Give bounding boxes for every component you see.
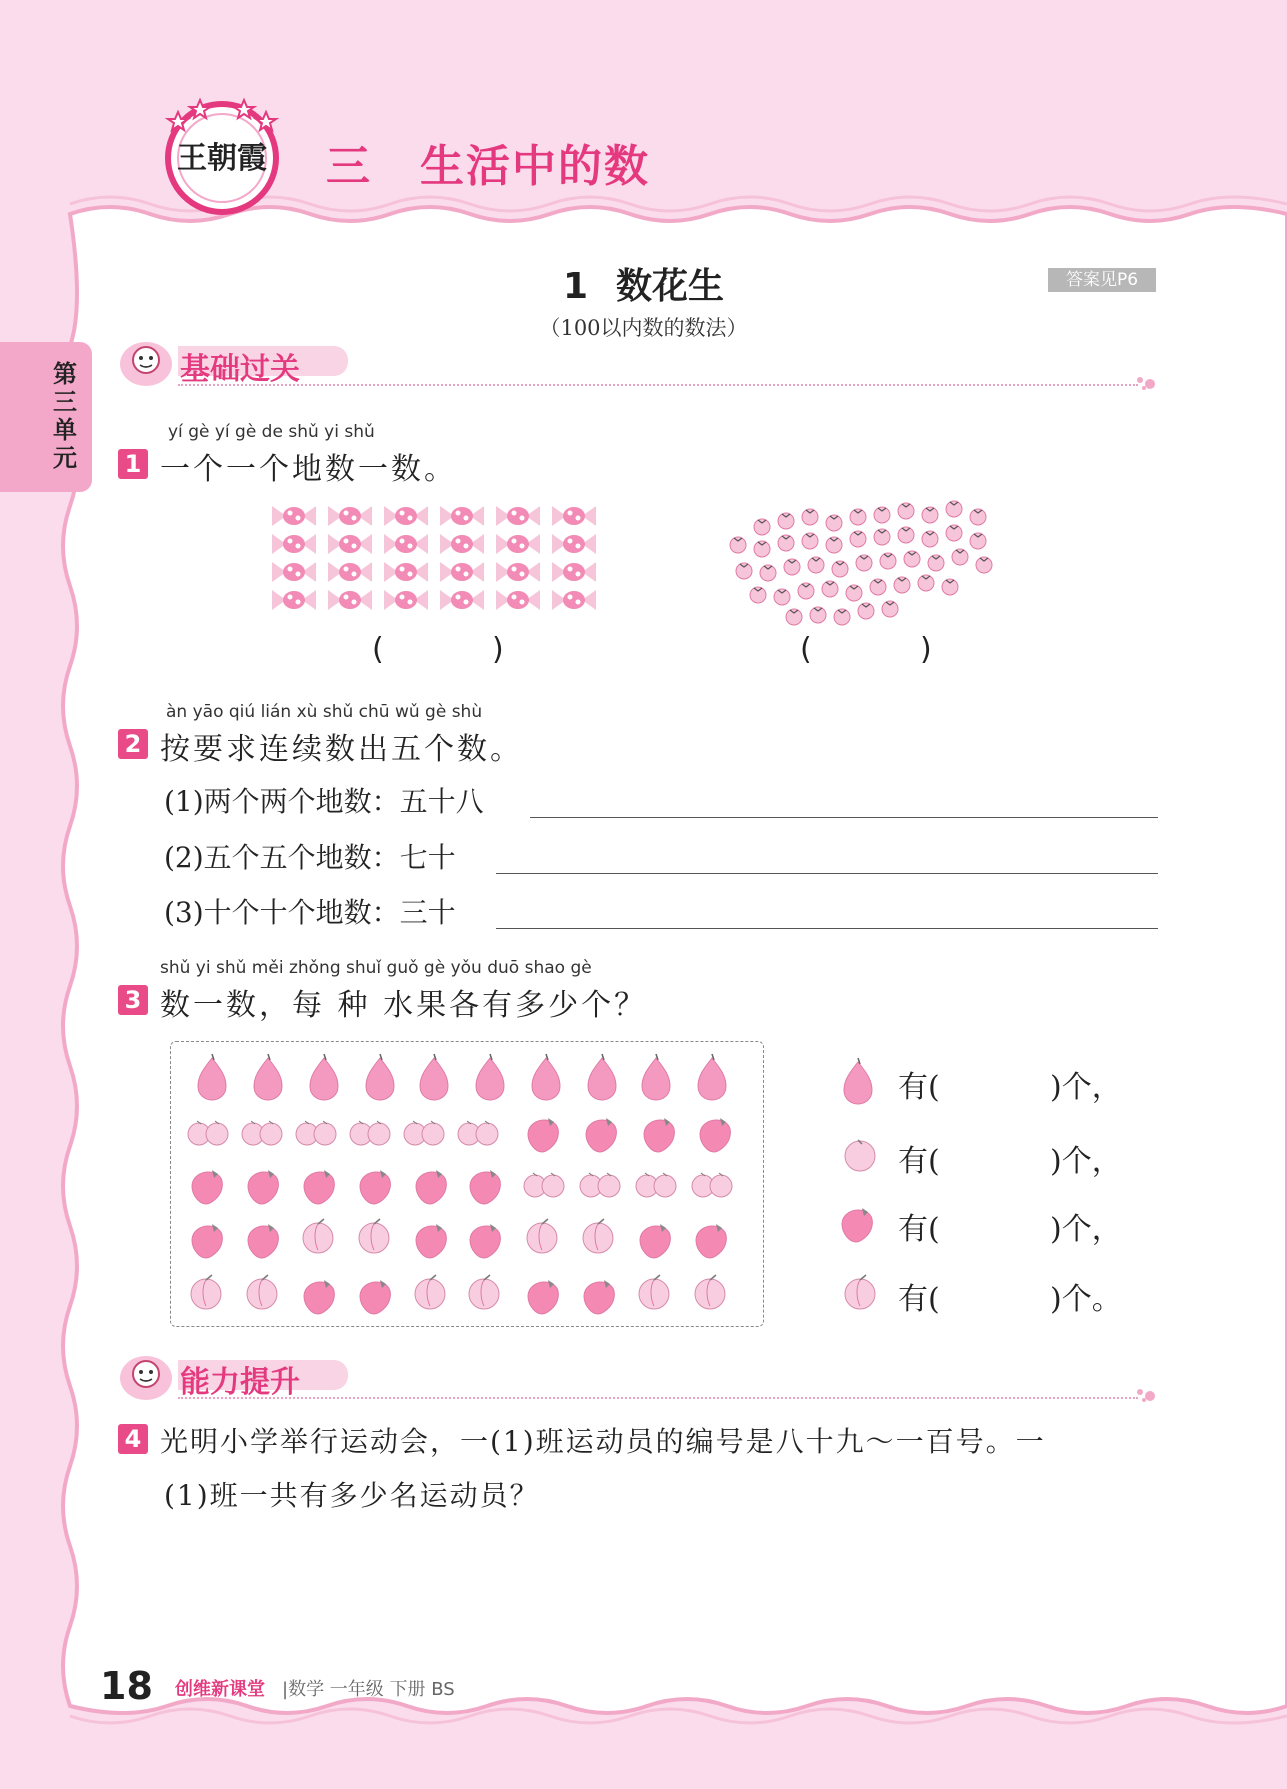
q3-answer-strawberry-blank[interactable] [946,1204,1044,1240]
q3-answer-strawberry-suffix: )个， [1050,1212,1122,1247]
tomato-cluster [724,496,1010,632]
q3-answer-peach-suffix: )个。 [1050,1282,1122,1317]
q1-blank-left-open: ( [372,632,384,667]
q1-blank-left-close: ) [492,632,504,667]
q3-answer-peach-prefix: 有( [898,1282,940,1317]
fruit-grid [184,1052,750,1316]
q2-pinyin: àn yāo qiú lián xù shǔ chū wǔ gè shù [166,702,483,722]
q2-number-badge: 2 [118,729,148,759]
q1-blank-right-close: ) [920,632,932,667]
teacher-avatar-icon [118,336,174,388]
q4-text-line-2: (1)班一共有多少名运动员？ [164,1479,540,1512]
lesson-subtitle: （100以内数的数法） [539,316,748,340]
tomato-icon [730,501,992,625]
q3-answer-apple-suffix: )个， [1050,1144,1122,1179]
logo-text: 王朝霞 [177,141,267,176]
student-avatar-icon [118,1350,174,1402]
candy-grid [266,500,612,620]
unit-title-text: 生活中的数 [420,141,650,192]
answer-reference-badge: 答案见P6 [1048,268,1156,292]
q3-answer-peach-blank[interactable] [946,1274,1044,1310]
q2-item-3: (3)十个十个地数：三十 [164,896,456,929]
q3-answer-pear-suffix: )个， [1050,1070,1122,1105]
q1-answer-blank-2[interactable] [820,636,916,670]
section-divider [178,384,1138,386]
strawberry-icon [838,1204,880,1244]
q3-text: 数一数，每 种 水果各有多少个？ [160,988,648,1023]
candy-icon [272,506,596,610]
pear-icon [840,1058,876,1106]
q2-answer-line-1[interactable] [530,817,1158,818]
q3-answer-strawberry-prefix: 有( [898,1212,940,1247]
q2-text: 按要求连续数出五个数。 [160,732,523,767]
q3-answer-apple-blank[interactable] [946,1136,1044,1172]
q3-answer-apple-prefix: 有( [898,1144,940,1179]
q1-blank-right-open: ( [800,632,812,667]
dots-decoration-icon [1134,372,1162,392]
pear-icon [198,1054,726,1100]
lesson-number: 1 [562,266,589,307]
q3-answer-pear-blank[interactable] [946,1062,1044,1098]
q2-answer-line-2[interactable] [496,873,1158,874]
page-number: 18 [100,1664,153,1708]
section-divider [178,1397,1138,1399]
q3-answer-pear-prefix: 有( [898,1070,940,1105]
peach-icon [840,1272,880,1312]
section-basic-label: 基础过关 [180,352,300,387]
section-advanced-label: 能力提升 [180,1365,300,1400]
dots-decoration-icon [1134,1384,1162,1404]
q1-pinyin: yí gè yí gè de shǔ yi shǔ [168,422,375,442]
q2-answer-line-3[interactable] [496,928,1158,929]
q1-number-badge: 1 [118,449,148,479]
apple-icon [840,1134,880,1174]
q3-number-badge: 3 [118,985,148,1015]
unit-title [326,130,650,194]
lesson-title-text: 数花生 [616,266,725,307]
q4-text-line-1: 光明小学举行运动会，一(1)班运动员的编号是八十九～一百号。一 [160,1425,1046,1458]
unit-number: 三 [326,141,372,192]
footer-info: |数学 一年级 下册 BS [282,1679,455,1700]
side-unit-tab-label: 第三单元 [53,360,77,472]
q4-number-badge: 4 [118,1424,148,1454]
q3-pinyin: shǔ yi shǔ měi zhǒng shuǐ guǒ gè yǒu duō shao gè [160,958,592,978]
q2-item-2: (2)五个五个地数：七十 [164,841,456,874]
q1-text: 一个一个地数一数。 [160,452,457,487]
footer-brand: 创维新课堂 [175,1679,265,1700]
brand-logo [160,92,284,216]
q1-answer-blank-1[interactable] [392,636,488,670]
q2-item-1: (1)两个两个地数：五十八 [164,785,484,818]
